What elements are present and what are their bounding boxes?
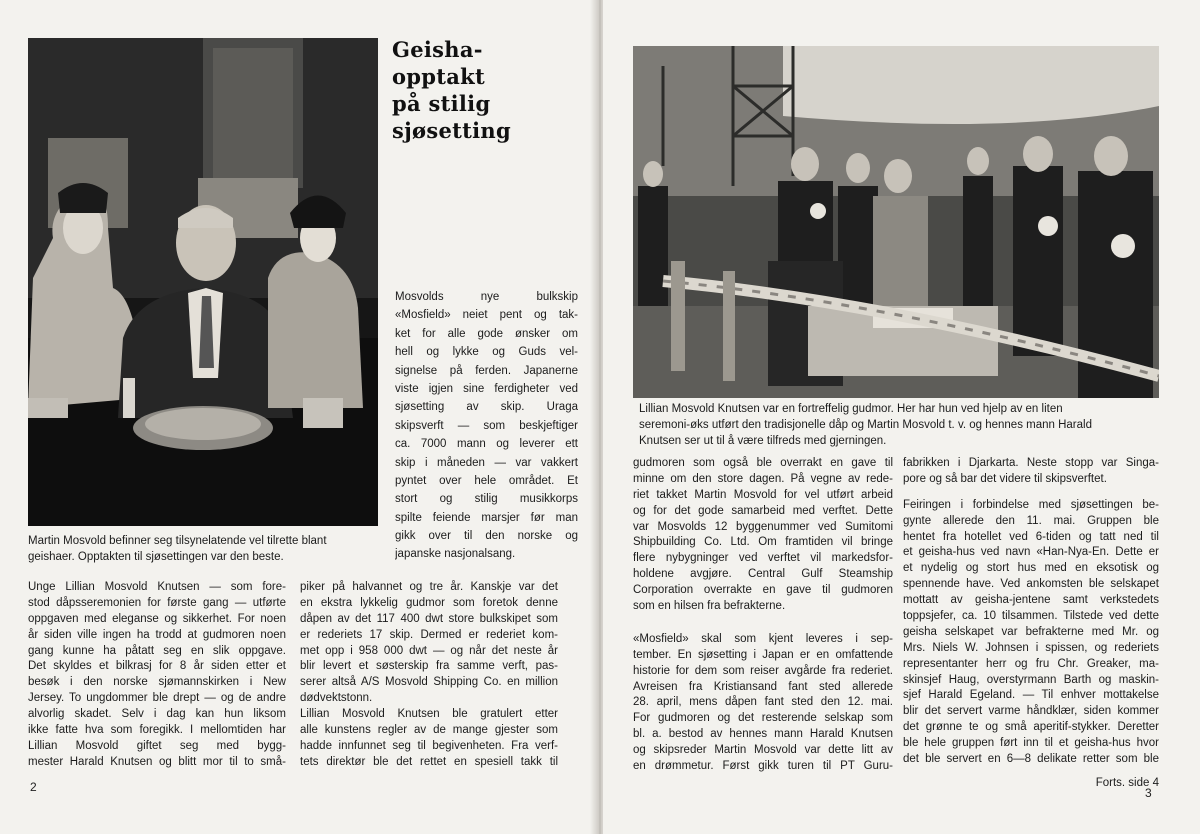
headline-line: Geisha- — [392, 37, 483, 62]
paragraph-gap — [903, 488, 1159, 498]
text-line: piker på halvannet og tre år. Kanskje var det — [300, 581, 558, 593]
text-line: var Mosvolds 12 byggenummer ved Sumitomi — [633, 520, 893, 533]
text-line: «Mosfield» skal som kjent leveres i sep- — [633, 632, 893, 645]
text-line: Corporation overrakte en gave til gudmoren — [633, 584, 893, 597]
photo-caption — [639, 402, 1159, 449]
text-line: mottatt av geisha-jentene samt verkstedets — [903, 594, 1159, 607]
text-line: serer altså A/S Mosvold Shipping Co. en million — [300, 676, 558, 689]
text-line: dødvektstonn. — [300, 692, 373, 705]
text-line: Mrs. Niels W. Johnsen i spissen, og rederiets — [903, 641, 1159, 654]
text-line: minne om den store dagen. På vegne av rede- — [633, 472, 893, 485]
text-line: tets direktør ble det rettet en spesiell takk til — [300, 755, 558, 768]
text-line: ble hele gruppen ført inn til et geisha-hus hvor — [903, 737, 1159, 750]
text-line: stod dåpsseremonien for første gang — utførte — [28, 596, 286, 609]
text-line: gikk over til den norske og — [395, 530, 578, 543]
text-line: år siden ville ingen ha trodd at gudmoren noen — [28, 628, 286, 641]
text-line: besøk i den norske sjømannskirken i New — [28, 676, 286, 689]
intro-column — [395, 288, 578, 564]
text-line: skipsverft — som beskjeftiger — [395, 419, 578, 432]
text-line: stort og stilig musikkorps — [395, 493, 578, 506]
text-line: tember. En sjøsetting i Japan er en omfattende — [633, 648, 893, 661]
text-line: Unge Lillian Mosvold Knutsen — som fore- — [28, 581, 286, 593]
text-line: Jersey. To ungdommer ble drept — og de andre — [28, 692, 286, 705]
text-line: fabrikken i Djarkarta. Neste stopp var Singa- — [903, 457, 1159, 469]
body-column-2 — [903, 456, 1159, 792]
text-line: Lillian Mosvold Knutsen ble gratulert etter — [300, 708, 558, 721]
body-column-1 — [633, 456, 893, 775]
body-column-2 — [300, 580, 558, 771]
text-line: gudmoren som også ble overrakt en gave til — [633, 457, 893, 469]
text-line: oppgaven med eleganse og sikkerhet. For noen — [28, 612, 286, 625]
text-line: gang kunne ha påtatt seg en slik oppgave. — [28, 644, 286, 657]
text-line: en ekstra lykkelig gudmor som foretok denne — [300, 596, 558, 609]
text-line: viste igjen sine ferdigheter ved — [395, 382, 578, 395]
text-line: mester Harald Knutsen og blitt mor til to små- — [28, 755, 286, 768]
text-line: riet takket Martin Mosvold for vel utført arbeid — [633, 488, 893, 501]
text-line: hadde innfunnet seg til begivenheten. Fra verf- — [300, 739, 558, 752]
text-line: flere nybygninger ved verftet vil markedsfor- — [633, 552, 893, 565]
text-line: representanter herr og fru Chr. Greaker, ma- — [903, 657, 1159, 670]
text-line: pore og så bar det videre til skipsverftet. — [903, 472, 1107, 485]
text-line: og skipsreder Martin Mosvold var dette litt av — [633, 744, 893, 757]
caption-line: seremoni-øks utført den tradisjonelle dåp og Martin Mosvold t. v. og hennes mann Harald — [639, 418, 1092, 431]
text-line: Det skyldes et bilkrasj for 8 år siden etter et — [28, 660, 286, 673]
headline-line: sjøsetting — [392, 118, 511, 143]
text-line: alle kunstens regler av de mange gjester som — [300, 724, 558, 737]
text-line: Feiringen i forbindelse med sjøsettingen be- — [903, 498, 1159, 511]
text-line: pyntet over hele området. Et — [395, 474, 578, 487]
continued-note: Forts. side 4 — [1095, 776, 1159, 789]
caption-line: geishaer. Opptakten til sjøsettingen var den beste. — [28, 550, 284, 563]
text-line: 28. april, mens dåpen fant sted den 12. mai. — [633, 696, 893, 709]
right-page — [603, 0, 1200, 834]
text-line: skinsjef Haug, overstyrmann Barth og maskin- — [903, 673, 1159, 686]
text-line: «Mosfield» neiet pent og tak- — [395, 309, 578, 322]
text-line: ikke fatte hva som foregikk. I mellomtiden har — [28, 724, 286, 737]
page-number: 2 — [30, 780, 37, 794]
text-line: spilte feiende marsjer før man — [395, 511, 578, 524]
headline-line: opptakt — [392, 64, 486, 89]
text-line: spennende have. Ved ankomsten ble selskapet — [903, 578, 1159, 591]
text-line: Shipbuilding Co. Ltd. Om framtiden vil bringe — [633, 536, 893, 549]
text-line: alvorlig skadet. Selv i dag kan hun liksom — [28, 708, 286, 721]
text-line: ket for alle gode ønsker om — [395, 327, 578, 340]
text-line: og for det gode samarbeid med verftet. Dette — [633, 504, 893, 517]
text-line: Lillian Mosvold giftet seg med bygg- — [28, 739, 286, 752]
text-line: blir levert et søsterskip fra samme verft, pas- — [300, 660, 558, 673]
text-line: Mosvolds nye bulkskip — [395, 291, 578, 303]
text-line: For gudmoren og det resterende selskap som — [633, 712, 893, 725]
text-line: blir det servert varme håndklær, siden kommer — [903, 705, 1159, 718]
text-line: bl. a. bestod av hennes mann Harald Knutsen — [633, 728, 893, 741]
text-line: geisha selskapet var befrakterne med Mr. og — [903, 625, 1159, 638]
text-line: hentet fra hotellet ved 6-tiden og tatt ned til — [903, 530, 1159, 543]
caption-line: Knutsen ser ut til å være tilfreds med gjerningen. — [639, 434, 887, 447]
article-headline — [392, 36, 582, 144]
photo-caption — [28, 534, 383, 566]
text-line: holdene avgjøre. Central Gulf Steamship — [633, 568, 893, 581]
text-line: et geisha-hus ved navn «Han-Nya-En. Dette er — [903, 546, 1159, 559]
text-line: japanske nasjonalsang. — [395, 548, 516, 561]
text-line: som en hilsen fra befrakterne. — [633, 600, 786, 613]
paragraph-gap — [633, 615, 893, 632]
geisha-dinner-photo — [28, 38, 378, 526]
text-line: met opp i 958 000 dwt — og når det neste år — [300, 644, 558, 657]
text-line: ca. 7000 mann og leverer ett — [395, 438, 578, 451]
headline-line: på stilig — [392, 91, 491, 116]
ceremony-photo — [633, 46, 1159, 398]
text-line: gynte allerede den 11. mai. Gruppen ble — [903, 514, 1159, 527]
text-line: hell og lykke og Guds vel- — [395, 346, 578, 359]
text-line: skip i måneden — var vakkert — [395, 456, 578, 469]
text-line: det ble servert en 6—8 delikate retter som ble — [903, 753, 1159, 766]
text-line: historie for dem som reiser avgårde fra rederiet. — [633, 664, 893, 677]
page-number: 3 — [1145, 786, 1152, 800]
text-line: et nydelig og stort hus med en eksotisk og — [903, 562, 1159, 575]
caption-line: Martin Mosvold befinner seg tilsynelatende vel tilrette blant — [28, 535, 327, 547]
left-page — [0, 0, 597, 834]
text-line: toppsjefer, ca. 10 tilsammen. Tilstede ved dette — [903, 610, 1159, 623]
text-line: signelse på ferden. Japanerne — [395, 364, 578, 377]
caption-line: Lillian Mosvold Knutsen var en fortreffelig gudmor. Her har hun ved hjelp av en liten — [639, 403, 1063, 415]
text-line: sjef Harald Egeland. — Til enhver mottakelse — [903, 689, 1159, 702]
text-line: sjøsetting av skip. Uraga — [395, 401, 578, 414]
text-line: en drømmetur. Først gikk turen til PT Guru- — [633, 760, 893, 773]
text-line: Avreisen fra Kristiansand fant sted allerede — [633, 680, 893, 693]
text-line: dåpen av det 117 400 dwt store bulkskipet som — [300, 612, 558, 625]
text-line: er rederiets 17 skip. Dermed er rederiet kom- — [300, 628, 558, 641]
body-column-1 — [28, 580, 286, 771]
text-line: det grønne te og små aperitif-stykker. Deretter — [903, 721, 1159, 734]
